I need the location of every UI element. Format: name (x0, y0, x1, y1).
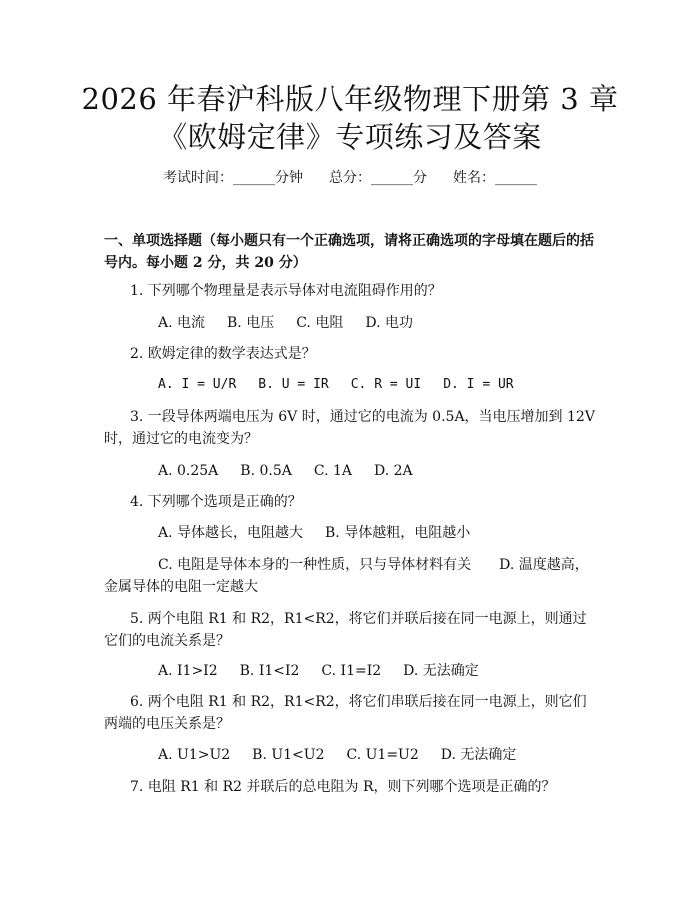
question-4-options-row2: C. 电阻是导体本身的一种性质，只与导体材料有关 D. 温度越高，金属导体的电阻一定越大 (104, 557, 589, 595)
option: C. 1A (313, 463, 353, 479)
option: B. U1<U2 (252, 747, 325, 763)
option: D. 2A (374, 463, 413, 479)
page-title: 2026 年春沪科版八年级物理下册第 3 章《欧姆定律》专项练习及答案 (81, 82, 619, 154)
question-4-options-row1 (104, 522, 600, 544)
option: B. 电压 (227, 315, 275, 331)
option: B. 0.5A (240, 463, 292, 479)
question-5-stem: 5. 两个电阻 R1 和 R2，R1<R2，将它们并联后接在同一电源上，则通过它们的电流关系是？ (104, 611, 587, 649)
question-3-options (104, 460, 600, 482)
question-3-stem: 3. 一段导体两端电压为 6V 时，通过它的电流为 0.5A，当电压增加到 12V 时，通过它的电流变为？ (104, 409, 595, 447)
option: D. I = UR (443, 377, 514, 392)
option: A. U1>U2 (158, 747, 231, 763)
option: C. R = UI (350, 377, 422, 392)
question-4-stem: 4. 下列哪个选项是正确的？ (130, 494, 302, 510)
option: C. I1=I2 (321, 663, 382, 679)
question-2-stem: 2. 欧姆定律的数学表达式是？ (130, 346, 316, 362)
option: C. U1=U2 (346, 747, 419, 763)
question-2-options (104, 374, 600, 396)
question-5-options (104, 660, 600, 682)
option: B. U = IR (258, 377, 329, 392)
option: A. 导体越长，电阻越大 (158, 525, 304, 541)
question-1-stem: 1. 下列哪个物理量是表示导体对电流阻碍作用的？ (130, 283, 442, 299)
option: A. I1>I2 (158, 663, 218, 679)
section-heading-single-choice: 一、单项选择题（每小题只有一个正确选项，请将正确选项的字母填在题后的括号内。每小题 2 分，共 20 分） (104, 233, 594, 271)
option: D. 电功 (365, 315, 413, 331)
option: B. 导体越粗，电阻越小 (325, 525, 471, 541)
total-score-label: 总分：______分 (329, 170, 427, 186)
question-6-stem: 6. 两个电阻 R1 和 R2，R1<R2，将它们串联后接在同一电源上，则它们两端的电压关系是？ (104, 694, 587, 732)
exam-time-label: 考试时间：______分钟 (163, 170, 303, 186)
option: A. 0.25A (158, 463, 219, 479)
option: C. 电阻 (296, 315, 344, 331)
option: A. I = U/R (158, 377, 237, 392)
exam-info (0, 168, 700, 188)
question-6-options (104, 744, 600, 766)
option: B. I1<I2 (239, 663, 300, 679)
option: A. 电流 (158, 315, 206, 331)
option: D. 无法确定 (403, 663, 479, 679)
option: D. 无法确定 (440, 747, 517, 763)
name-label: 姓名：______ (453, 170, 537, 186)
question-7-stem: 7. 电阻 R1 和 R2 并联后的总电阻为 R，则下列哪个选项是正确的？ (130, 779, 556, 795)
question-1-options (104, 312, 600, 334)
